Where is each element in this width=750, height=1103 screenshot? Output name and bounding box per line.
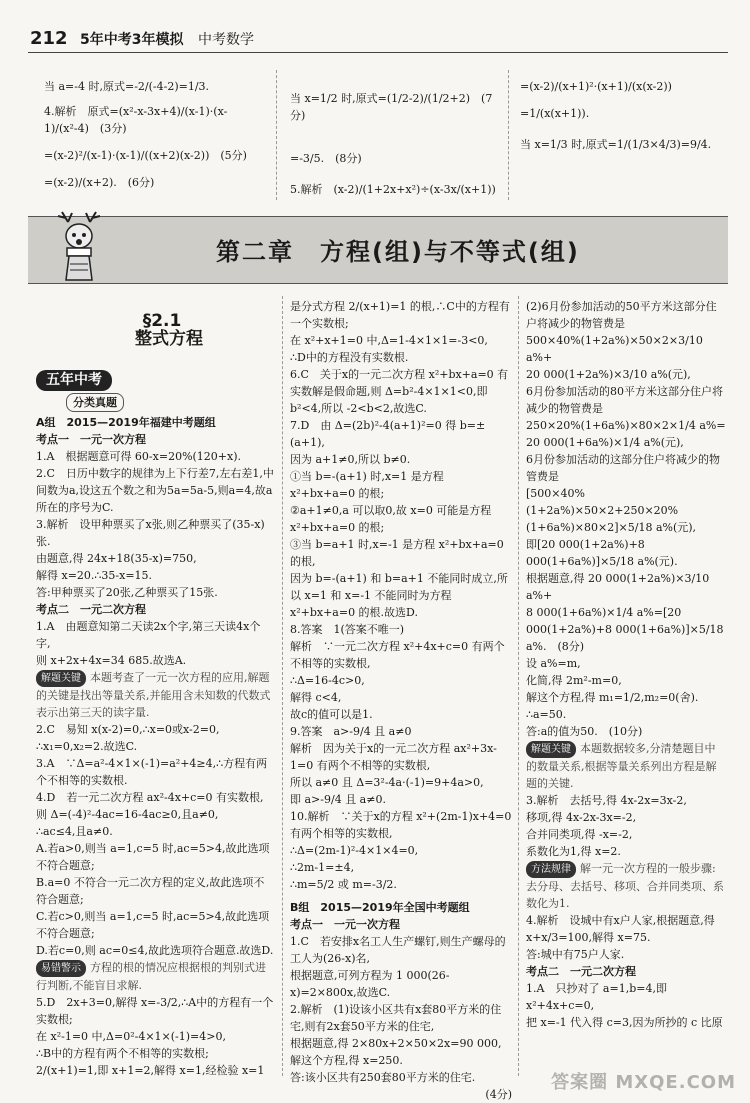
chapter-title: 第二章 方程(组)与不等式(组) bbox=[216, 238, 580, 266]
text-line: ∴Δ=16-4c>0, bbox=[290, 674, 365, 687]
text-line: 当 a=-4 时,原式=-2/(-4-2)=1/3. bbox=[44, 80, 210, 93]
top-column-2 bbox=[290, 90, 500, 198]
text-line: 移项,得 4x-2x-3x=-2, bbox=[526, 811, 637, 824]
text-line: 因为 b=-(a+1) 和 b=a+1 不能同时成立,所以 x=1 和 x=-1 不能同时为方程 x²+bx+a=0 的根.故选D. bbox=[290, 572, 508, 619]
top-column-1 bbox=[44, 78, 264, 191]
text-line: 即 a>-9/4 且 a≠0. bbox=[290, 793, 386, 806]
watermark: 答案圈 MXQE.COM bbox=[551, 1072, 736, 1093]
text-line: 解析 因为关于x的一元二次方程 ax²+3x-1=0 有两个不相等的实数根, bbox=[290, 742, 497, 772]
text-line: ②a+1≠0,a 可以取0,故 x=0 可能是方程 x²+bx+a=0 的根; bbox=[290, 504, 495, 534]
text-line: 20 000(1+6a%)×1/4 a%(元), bbox=[526, 436, 684, 449]
page-header bbox=[30, 28, 254, 49]
text-line: x+x/3=100,解得 x=75. bbox=[526, 931, 651, 944]
text-line: 在 x²+x+1=0 中,Δ=1-4×1×1=-3<0, bbox=[290, 334, 488, 347]
right-column bbox=[526, 298, 726, 1031]
left-column bbox=[36, 296, 274, 1079]
text-line: ∴x₁=0,x₂=2.故选C. bbox=[36, 740, 138, 753]
text-line: 则 x+2x+4x=34 685.故选A. bbox=[36, 654, 187, 667]
text-line: 答:该小区共有250套80平方米的住宅. bbox=[290, 1071, 476, 1084]
text-line: 根据题意,得 20 000(1+2a%)×3/10 a%+ bbox=[526, 572, 713, 602]
text-line: 在 x²-1=0 中,Δ=0²-4×1×(-1)=4>0, bbox=[36, 1030, 226, 1043]
text-line: 当 x=1/2 时,原式=(1/2-2)/(1/2+2) (7分) bbox=[290, 92, 493, 122]
text-line: 答:a的值为50. (10分) bbox=[526, 725, 643, 738]
top-column-3 bbox=[520, 78, 720, 153]
text-line: 设 a%=m, bbox=[526, 657, 581, 670]
text-line: 解得 c<4, bbox=[290, 691, 342, 704]
text-line: 故c的值可以是1. bbox=[290, 708, 373, 721]
text-line: 因为 a+1≠0,所以 b≠0. bbox=[290, 453, 411, 466]
text-line: 6月份参加活动的80平方米这部分住户将减少的物管费是 bbox=[526, 385, 723, 415]
column-divider bbox=[518, 296, 519, 1076]
topic-heading: 考点二 一元二次方程 bbox=[36, 603, 146, 616]
text-line: 答:城中有75户人家. bbox=[526, 948, 625, 961]
warning-note-text: 方程的根的情况应根据根的判别式进行判断,不能盲目求解. bbox=[36, 961, 266, 992]
text-line: 解这个方程,得 m₁=1/2,m₂=0(舍). bbox=[526, 691, 699, 704]
key-note-text: 本题考查了一元一次方程的应用,解题的关键是找出等量关系,并能用含未知数的代数式表示出第三天的读字量. bbox=[36, 671, 271, 719]
middle-column bbox=[290, 298, 515, 1103]
text-line: 答:甲种票买了20张,乙种票买了15张. bbox=[36, 586, 218, 599]
text-line: =1/(x(x+1)). bbox=[520, 107, 590, 120]
text-line: ∴ac≤4,且a≠0. bbox=[36, 825, 113, 838]
text-line: 2.解析 (1)设该小区共有x套80平方米的住宅,则有2x套50平方米的住宅, bbox=[290, 1003, 502, 1033]
text-line: B.a=0 不符合一元二次方程的定义,故此选项不符合题意; bbox=[36, 876, 265, 906]
column-divider bbox=[276, 70, 277, 200]
group-b-heading: B组 2015—2019年全国中考题组 bbox=[290, 901, 470, 914]
text-line: 5.解析 (x-2)/(1+2x+x²)÷(x-3x/(x+1)) bbox=[290, 183, 496, 196]
text-line: 则 Δ=(-4)²-4ac=16-4ac≥0,且a≠0, bbox=[36, 808, 219, 821]
score-mark: (4分) bbox=[485, 1088, 512, 1101]
text-line: 4.D 若一元二次方程 ax²-4x+c=0 有实数根, bbox=[36, 791, 264, 804]
text-line: 解这个方程,得 x=250. bbox=[290, 1054, 403, 1067]
text-line: 是分式方程 2/(x+1)=1 的根,∴C中的方程有一个实数根; bbox=[290, 300, 510, 330]
section-title: 整式方程 bbox=[135, 329, 203, 349]
column-divider bbox=[508, 70, 509, 200]
text-line: (2)6月份参加活动的50平方米这部分住户将减少的物管费是 bbox=[526, 300, 717, 330]
text-line: 8.答案 1(答案不唯一) bbox=[290, 623, 405, 636]
text-line: D.若c=0,则 ac=0≤4,故此选项符合题意.故选D. bbox=[36, 944, 274, 957]
text-line: 根据题意,可列方程为 1 000(26-x)=2×800x,故选C. bbox=[290, 969, 450, 999]
category-chip: 分类真题 bbox=[66, 393, 124, 412]
text-line: 250×20%(1+6a%)×80×2×1/4 a%= bbox=[526, 419, 726, 432]
topic-heading: 考点二 一元二次方程 bbox=[526, 965, 636, 978]
text-line: =(x-2)/(x+2). (6分) bbox=[44, 176, 155, 189]
group-a-heading: A组 2015—2019年福建中考题组 bbox=[36, 416, 216, 429]
text-line: 解得 x=20.∴35-x=15. bbox=[36, 569, 153, 582]
text-line: 1.C 若安排x名工人生产螺钉,则生产螺母的工人为(26-x)名, bbox=[290, 935, 506, 965]
text-line: 2.C 日历中数字的规律为上下行差7,左右差1,中间数为a,设这五个数之和为5a=5a-5,则a=4,故a所在的序号为C. bbox=[36, 467, 274, 514]
text-line: 1.A 只抄对了 a=1,b=4,即 x²+4x+c=0, bbox=[526, 982, 671, 1012]
key-note-text: 本题数据较多,分清楚题目中的数量关系,根据等量关系列出方程是解题的关键. bbox=[526, 742, 717, 790]
text-line: 5.D 2x+3=0,解得 x=-3/2,∴A中的方程有一个实数根; bbox=[36, 996, 274, 1026]
text-line: 1.A 由题意知第二天读2x个字,第三天读4x个字, bbox=[36, 620, 261, 650]
text-line: 3.解析 设甲种票买了x张,则乙种票买了(35-x)张. bbox=[36, 518, 265, 548]
text-line: 8 000(1+6a%)×1/4 a%=[20 000(1+2a%)+8 000(1+6a%)]×5/18 a%. (8分) bbox=[526, 606, 728, 653]
text-line: 4.解析 设城中有x户人家,根据题意,得 bbox=[526, 914, 715, 927]
method-note-badge: 方法规律 bbox=[526, 861, 576, 878]
five-year-tag: 五年中考 bbox=[36, 370, 112, 391]
key-note-badge: 解题关键 bbox=[36, 670, 86, 687]
topic-heading: 考点一 一元一次方程 bbox=[290, 918, 400, 931]
text-line: ∴a=50. bbox=[526, 708, 567, 721]
text-line: =(x-2)²/(x-1)·(x-1)/((x+2)(x-2)) (5分) bbox=[44, 149, 247, 162]
text-line: ③当 b=a+1 时,x=-1 是方程 x²+bx+a=0 的根, bbox=[290, 538, 508, 568]
text-line: 500×40%(1+2a%)×50×2×3/10 a%+ bbox=[526, 334, 707, 364]
text-line: 2.C 易知 x(x-2)=0,∴x=0或x-2=0, bbox=[36, 723, 220, 736]
text-line: 合并同类项,得 -x=-2, bbox=[526, 828, 633, 841]
text-line: ①当 b=-(a+1) 时,x=1 是方程 x²+bx+a=0 的根; bbox=[290, 470, 448, 500]
warning-note-badge: 易错警示 bbox=[36, 960, 86, 977]
topic-heading: 考点一 一元一次方程 bbox=[36, 433, 146, 446]
text-line: ∴2m-1=±4, bbox=[290, 861, 355, 874]
text-line: 由题意,得 24x+18(35-x)=750, bbox=[36, 552, 197, 565]
text-line: 10.解析 ∵关于x的方程 x²+(2m-1)x+4=0 有两个相等的实数根, bbox=[290, 810, 515, 840]
text-line: 当 x=1/3 时,原式=1/(1/3×4/3)=9/4. bbox=[520, 138, 712, 151]
book-title: 5年中考3年模拟 bbox=[80, 32, 184, 48]
text-line: 根据题意,得 2×80x+2×50×2x=90 000, bbox=[290, 1037, 502, 1050]
text-line: C.若c>0,则当 a=1,c=5 时,ac=5>4,故此选项不符合题意; bbox=[36, 910, 270, 940]
key-note-badge: 解题关键 bbox=[526, 741, 576, 758]
text-line: =-3/5. (8分) bbox=[290, 152, 362, 165]
method-note-text: 解一元一次方程的一般步骤:去分母、去括号、移项、合并同类项、系数化为1. bbox=[526, 862, 724, 910]
text-line: 1.A 根据题意可得 60-x=20%(120+x). bbox=[36, 450, 242, 463]
section-number: §2.1 bbox=[142, 311, 182, 331]
reindeer-icon bbox=[40, 208, 120, 288]
text-line: 20 000(1+2a%)×3/10 a%(元), bbox=[526, 368, 691, 381]
text-line: 解析 ∵一元二次方程 x²+4x+c=0 有两个不相等的实数根, bbox=[290, 640, 505, 670]
text-line: [500×40%(1+2a%)×50×2+250×20%(1+6a%)×80×2]×5/18 a%(元), bbox=[526, 487, 697, 534]
text-line: ∴B中的方程有两个不相等的实数根; bbox=[36, 1047, 209, 1060]
text-line: 系数化为1,得 x=2. bbox=[526, 845, 621, 858]
text-line: ∴Δ=(2m-1)²-4×1×4=0, bbox=[290, 844, 419, 857]
text-line: 6.C 关于x的一元二次方程 x²+bx+a=0 有实数解是假命题,则 Δ=b²-4×1×1<0,即 b²<4,所以 -2<b<2,故选C. bbox=[290, 368, 509, 415]
text-line: 3.解析 去括号,得 4x-2x=3x-2, bbox=[526, 794, 687, 807]
text-line: ∴D中的方程没有实数根. bbox=[290, 351, 409, 364]
text-line: 7.D 由 Δ=(2b)²-4(a+1)²=0 得 b=±(a+1), bbox=[290, 419, 486, 449]
text-line: 9.答案 a>-9/4 且 a≠0 bbox=[290, 725, 412, 738]
text-line: =(x-2)/(x+1)²·(x+1)/(x(x-2)) bbox=[520, 80, 672, 93]
page-number: 212 bbox=[30, 28, 68, 49]
text-line: 6月份参加活动的这部分住户将减少的物管费是 bbox=[526, 453, 720, 483]
text-line: 4.解析 原式=(x²-x-3x+4)/(x-1)·(x-1)/(x²-4) (3分) bbox=[44, 105, 228, 135]
column-divider bbox=[282, 296, 283, 1076]
text-line: 3.A ∵Δ=a²-4×1×(-1)=a²+4≥4,∴方程有两个不相等的实数根. bbox=[36, 757, 268, 787]
text-line: 把 x=-1 代入得 c=3,因为所抄的 c 比原 bbox=[526, 1016, 723, 1029]
text-line: 所以 a≠0 且 Δ=3²-4a·(-1)=9+4a>0, bbox=[290, 776, 484, 789]
subject-title: 中考数学 bbox=[197, 32, 254, 48]
header-rule bbox=[28, 52, 728, 53]
text-line: 2/(x+1)=1,即 x+1=2,解得 x=1,经检验 x=1 bbox=[36, 1064, 265, 1077]
text-line: A.若a>0,则当 a=1,c=5 时,ac=5>4,故此选项不符合题意; bbox=[36, 842, 270, 872]
text-line: 化简,得 2m²-m=0, bbox=[526, 674, 622, 687]
text-line: 即[20 000(1+2a%)+8 000(1+6a%)]×5/18 a%(元). bbox=[526, 538, 678, 568]
text-line: ∴m=5/2 或 m=-3/2. bbox=[290, 878, 397, 891]
